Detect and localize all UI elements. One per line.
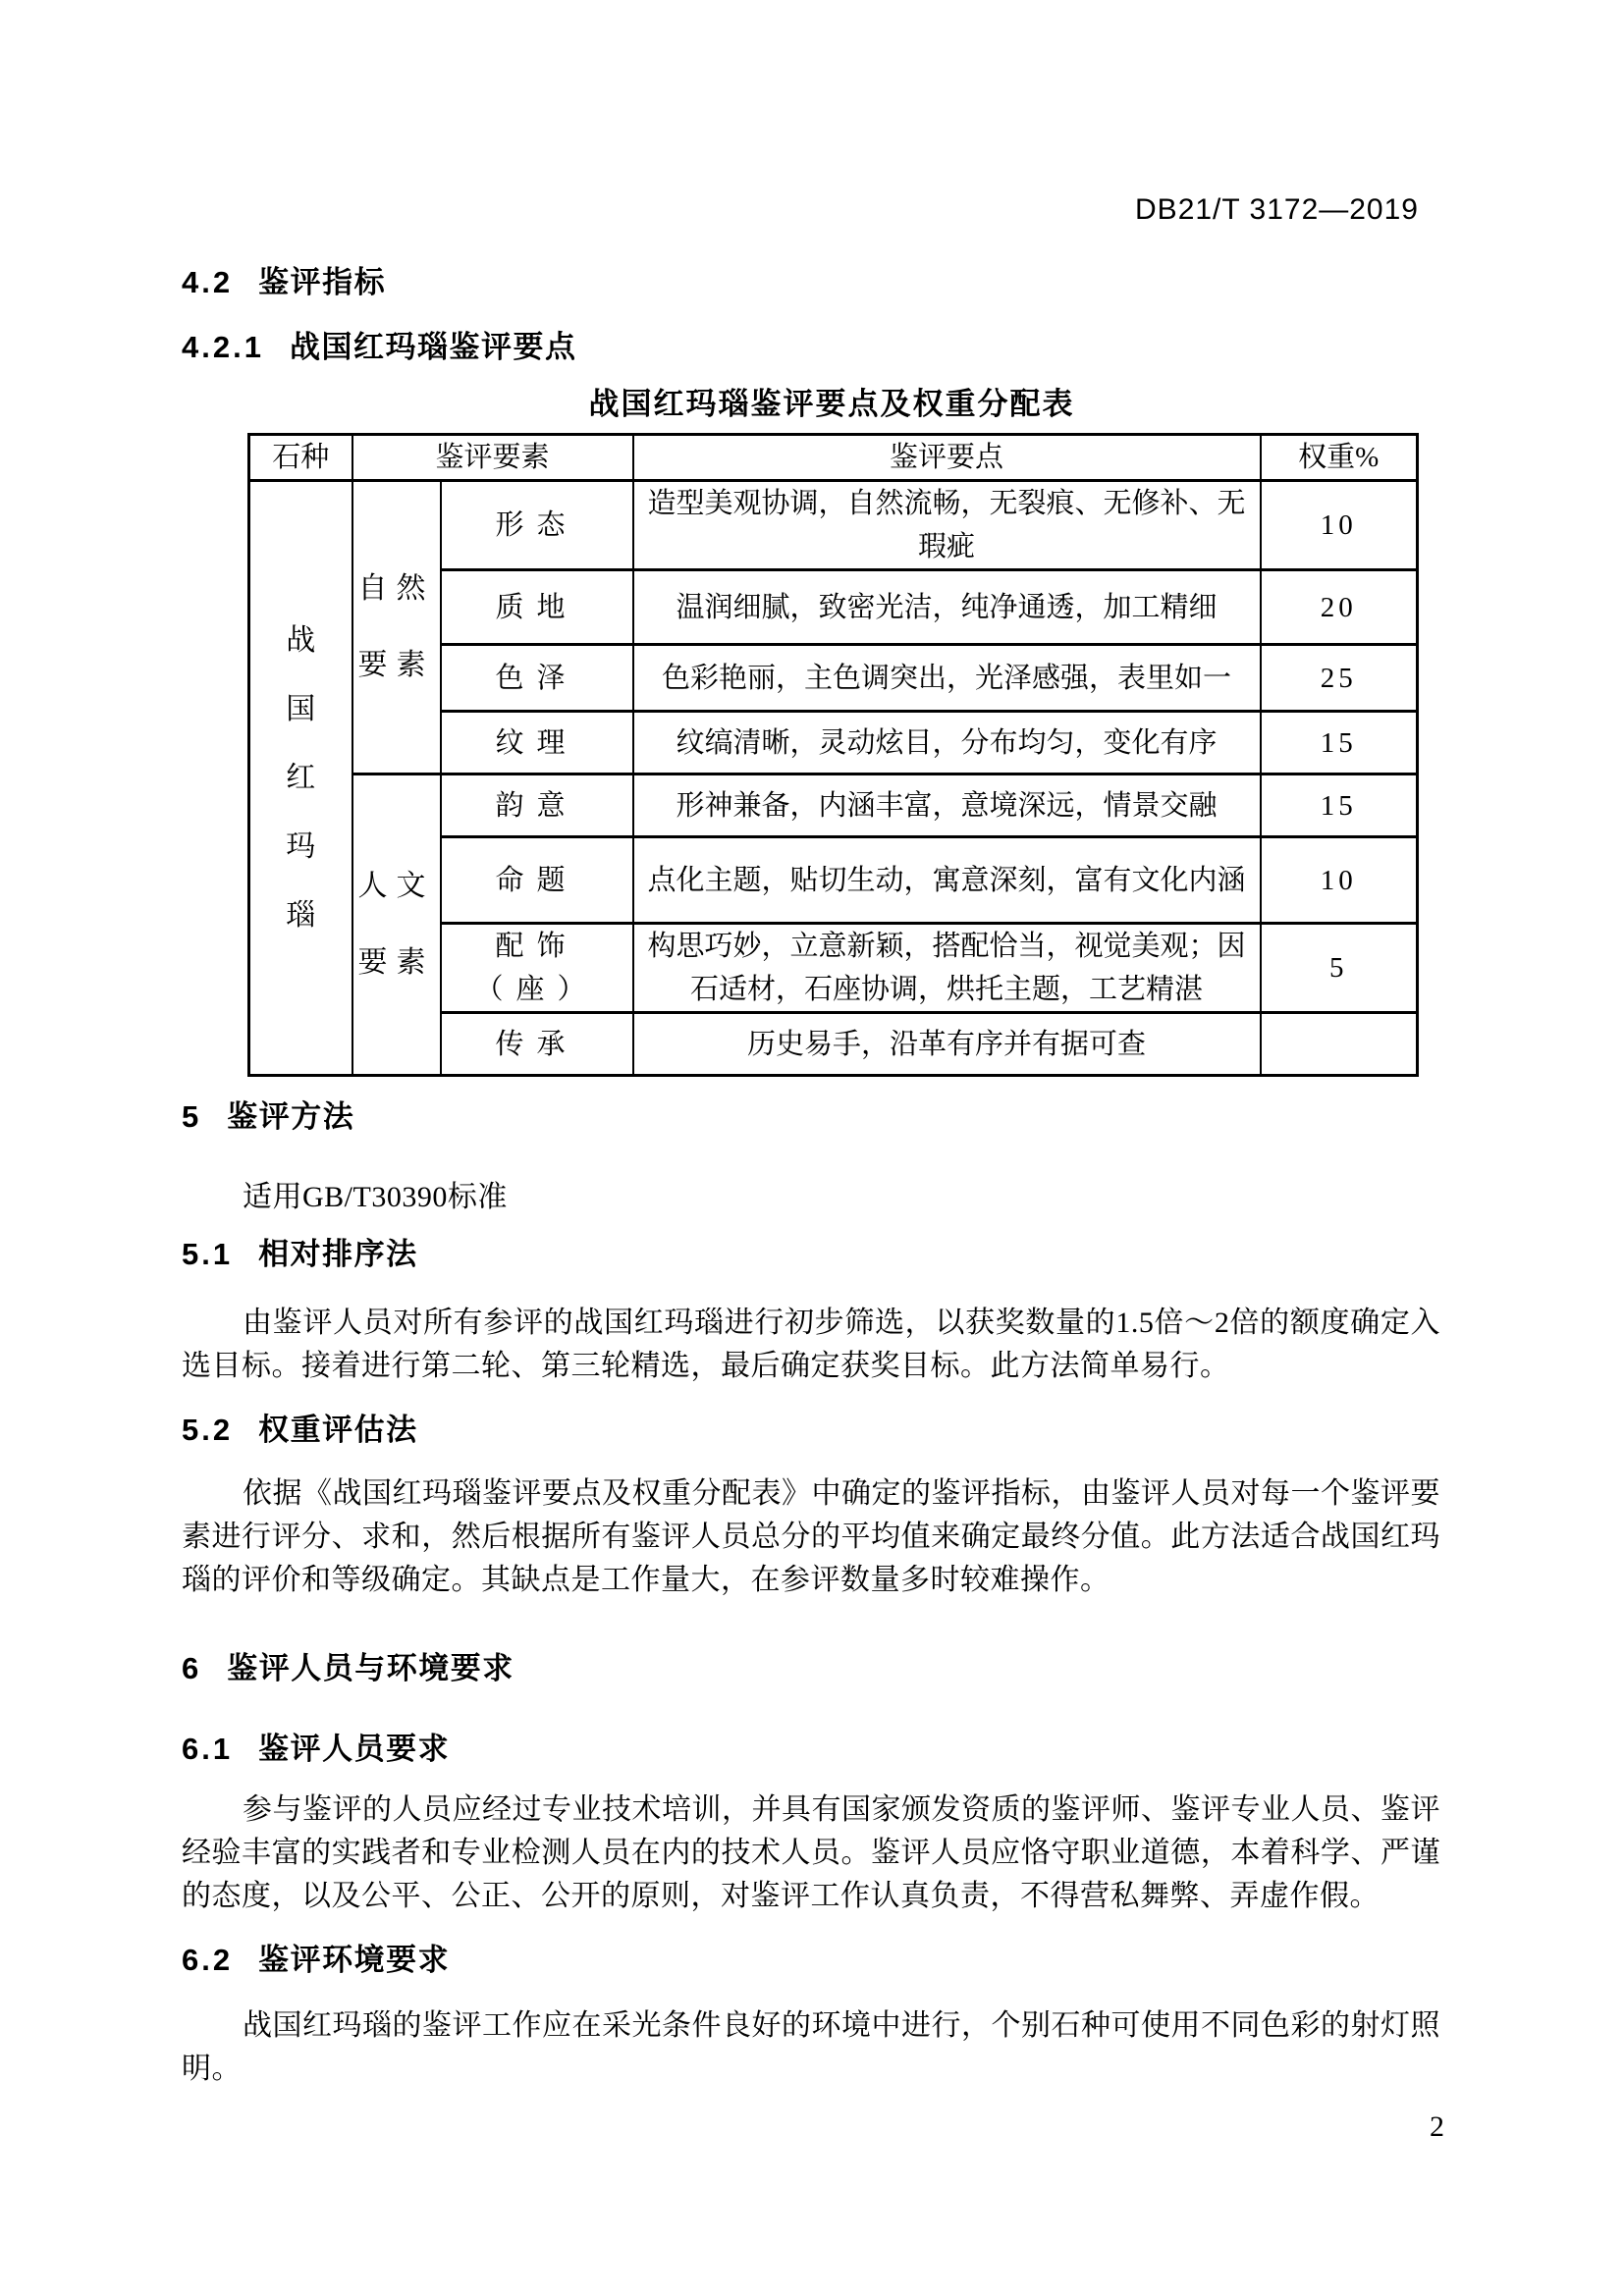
- weight-cell: 10: [1261, 481, 1418, 570]
- heading-title: 相对排序法: [258, 1237, 418, 1271]
- table-row: [249, 481, 1418, 570]
- weight-cell: 5: [1261, 924, 1418, 1013]
- heading-5: [182, 1101, 354, 1132]
- weight-cell: 25: [1261, 645, 1418, 712]
- para-5-1: 由鉴评人员对所有参评的战国红玛瑙进行初步筛选，以获奖数量的1.5倍～2倍的额度确定入选目标。接着进行第二轮、第三轮精选，最后确定获奖目标。此方法简单易行。: [182, 1307, 1440, 1382]
- heading-6-1: [182, 1734, 450, 1764]
- points-cell: 形神兼备，内涵丰富，意境深远，情景交融: [633, 774, 1261, 837]
- heading-title: 权重评估法: [258, 1413, 418, 1447]
- element-cell: 配饰（座）: [441, 924, 633, 1013]
- weight-cell: 15: [1261, 712, 1418, 774]
- element-cell: 纹理: [441, 712, 633, 774]
- heading-5-2: [182, 1415, 418, 1445]
- para-6-1: 参与鉴评的人员应经过专业技术培训，并具有国家颁发资质的鉴评师、鉴评专业人员、鉴评经验丰富的实践者和专业检测人员在内的技术人员。鉴评人员应恪守职业道德，本着科学、严谨的态度，以及公平、公正、公开的原则，对鉴评工作认真负责，不得营私舞弊、弄虚作假。: [182, 1793, 1440, 1912]
- factor-group-label: 人文要素: [357, 870, 435, 979]
- heading-title: 鉴评人员要求: [258, 1732, 451, 1766]
- points-cell: 温润细腻，致密光洁，纯净通透，加工精细: [633, 570, 1261, 645]
- heading-4-2-1: [182, 332, 576, 362]
- heading-number: 6: [182, 1651, 202, 1685]
- weight-cell: 20: [1261, 570, 1418, 645]
- criteria-table: [247, 433, 1419, 1077]
- heading-title: 鉴评指标: [258, 265, 387, 299]
- heading-5-1: [182, 1239, 418, 1269]
- factor-group-human: [352, 774, 441, 1076]
- heading-title: 鉴评方法: [227, 1099, 355, 1134]
- points-cell: 纹缟清晰，灵动炫目，分布均匀，变化有序: [633, 712, 1261, 774]
- element-cell: 形态: [441, 481, 633, 570]
- weight-cell: [1261, 1013, 1418, 1076]
- points-cell: 构思巧妙，立意新颖，搭配恰当，视觉美观；因石适材，石座协调，烘托主题，工艺精湛: [633, 924, 1261, 1013]
- points-cell: 点化主题，贴切生动，寓意深刻，富有文化内涵: [633, 837, 1261, 924]
- col-header-factor: 鉴评要素: [352, 435, 633, 481]
- factor-group-natural: [352, 481, 441, 774]
- para-6-2: 战国红玛瑙的鉴评工作应在采光条件良好的环境中进行，个别石种可使用不同色彩的射灯照明。: [182, 2009, 1440, 2085]
- table-header-row: [249, 435, 1418, 481]
- points-cell: 色彩艳丽，主色调突出，光泽感强，表里如一: [633, 645, 1261, 712]
- para-standard-ref: 适用GB/T30390标准: [243, 1181, 508, 1213]
- heading-4-2: [182, 267, 386, 297]
- points-cell: 造型美观协调，自然流畅，无裂痕、无修补、无瑕疵: [633, 481, 1261, 570]
- element-cell: 韵意: [441, 774, 633, 837]
- table-row: [249, 774, 1418, 837]
- heading-6: [182, 1653, 514, 1683]
- element-cell: 传承: [441, 1013, 633, 1076]
- col-header-weight: 权重%: [1261, 435, 1418, 481]
- col-header-points: 鉴评要点: [633, 435, 1261, 481]
- table-title: 战国红玛瑙鉴评要点及权重分配表: [588, 387, 1075, 421]
- heading-title: 战国红玛瑙鉴评要点: [289, 330, 577, 364]
- weight-cell: 15: [1261, 774, 1418, 837]
- standard-code: DB21/T 3172—2019: [1135, 193, 1419, 226]
- heading-number: 5.1: [182, 1237, 234, 1271]
- heading-number: 6.2: [182, 1943, 234, 1977]
- heading-number: 6.1: [182, 1732, 234, 1766]
- element-cell: 命题: [441, 837, 633, 924]
- element-cell: 色泽: [441, 645, 633, 712]
- heading-number: 5.2: [182, 1413, 234, 1447]
- stone-type-label: 战国红玛瑙: [286, 623, 316, 932]
- heading-number: 5: [182, 1099, 202, 1134]
- element-cell: 质地: [441, 570, 633, 645]
- page-number: 2: [1430, 2110, 1444, 2143]
- factor-group-label: 自然要素: [357, 572, 435, 681]
- para-5-2: 依据《战国红玛瑙鉴评要点及权重分配表》中确定的鉴评指标，由鉴评人员对每一个鉴评要素进行评分、求和，然后根据所有鉴评人员总分的平均值来确定最终分值。此方法适合战国红玛瑙的评价和等级确定。其缺点是工作量大，在参评数量多时较难操作。: [182, 1477, 1440, 1596]
- points-cell: 历史易手，沿革有序并有据可查: [633, 1013, 1261, 1076]
- heading-title: 鉴评人员与环境要求: [227, 1651, 514, 1685]
- heading-number: 4.2: [182, 265, 234, 299]
- heading-6-2: [182, 1945, 450, 1975]
- heading-title: 鉴评环境要求: [258, 1943, 451, 1977]
- heading-number: 4.2.1: [182, 330, 264, 364]
- stone-type-cell: [249, 481, 352, 1076]
- criteria-table-wrapper: [247, 433, 1419, 1077]
- col-header-stone: 石种: [249, 435, 352, 481]
- weight-cell: 10: [1261, 837, 1418, 924]
